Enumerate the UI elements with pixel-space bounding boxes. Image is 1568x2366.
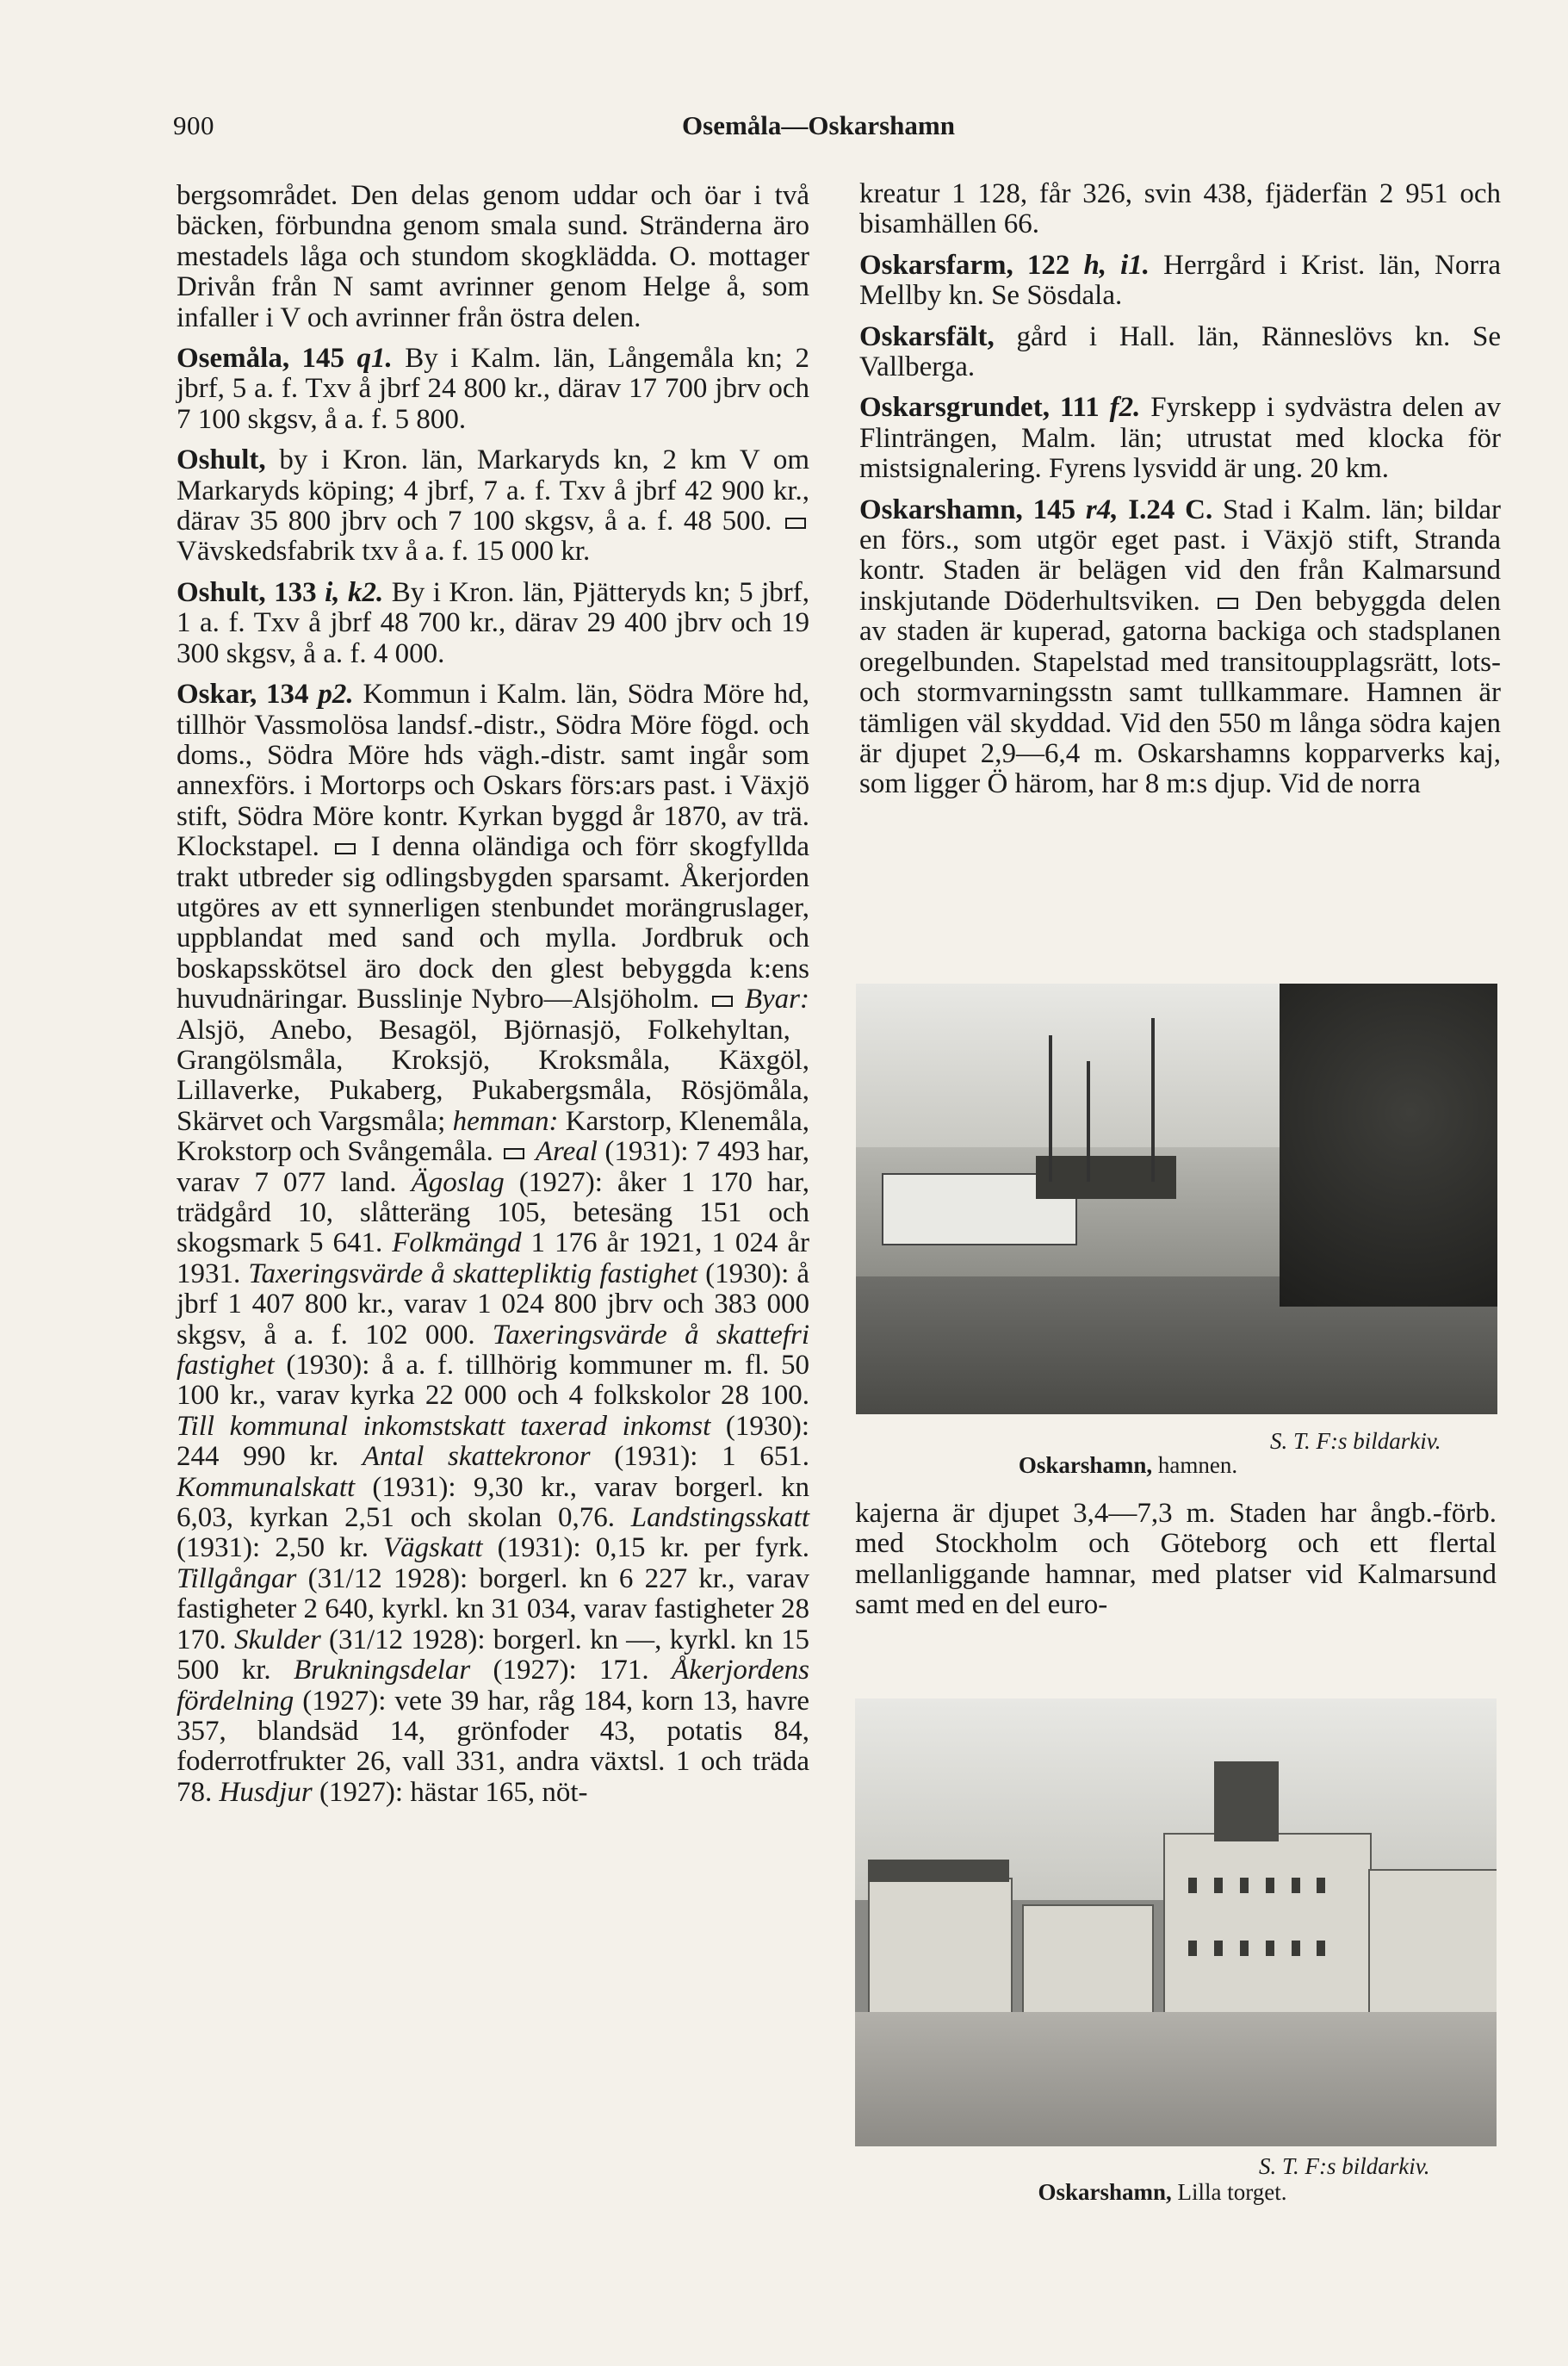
label-landstingsskatt: Landstingsskatt: [630, 1502, 809, 1534]
text-husdjur: (1927): hästar 165, nöt-: [312, 1776, 588, 1808]
label-tax2: Taxeringsvärde å skattefri fastighet: [177, 1319, 809, 1382]
headword: Oskarsfarm, 122: [859, 249, 1084, 281]
text-areal: (1931): 7 493 har, varav 7 077 land.: [177, 1136, 810, 1198]
map-ref-2: I.24 C.: [1118, 494, 1213, 525]
entry-body: Den bebyggda delen av staden är kuperad, gatorna backiga och stadsplanen oregelbunden. Stapelstad med transitoupplagsrätt, lots- och stormvarningsstn samt tullkammare. Hamnen är tämligen väl skyddad. Vid den 550 m långa södra kajen är djupet 2,9—6,4 m. Oskarshamns kopparverks kaj, som ligger Ö härom, har 8 m:s djup. Vid de norra: [859, 585, 1501, 800]
map-ref: r4,: [1085, 494, 1119, 525]
right-column-middle: [855, 1499, 1497, 1631]
headword: Osemåla, 145: [177, 343, 357, 375]
text-brukningsdelar: (1927): 171.: [470, 1655, 649, 1686]
photo-building: [1163, 1833, 1372, 2024]
caption-bold: Oskarshamn,: [1018, 1452, 1153, 1478]
text-akerjord: (1927): vete 39 har, råg 184, korn 13, havre 357, blandsäd 14, grönfoder 43, potatis 84, foderrotfrukter 26, vall 331, andra växtsl. 1 och träda 78.: [177, 1685, 809, 1808]
photo-roof: [868, 1860, 1009, 1882]
label-tillgangar: Tillgångar: [177, 1562, 297, 1594]
photo-window: [1266, 1941, 1274, 1956]
text-landstingsskatt: (1931): 2,50 kr.: [177, 1532, 369, 1564]
text-kom: (1930): 244 990 kr.: [177, 1410, 809, 1473]
label-antal: Antal skattekronor: [362, 1441, 591, 1473]
text-tax2: (1930): å a. f. tillhörig kommuner m. fl. 50 100 kr., varav kyrka 22 000 och 4 folkskolor 28 100.: [177, 1350, 809, 1412]
label-vagskatt: Vägskatt: [383, 1532, 483, 1564]
section-separator-icon: [712, 996, 733, 1007]
label-hemman: hemman:: [452, 1105, 559, 1137]
entry-body: By i Kalm. län, Långemåla kn; 2 jbrf, 5 a. f. Txv å jbrf 24 800 kr., därav 17 700 jbrv och 7 100 skgsv, å a. f. 5 800.: [177, 343, 809, 435]
map-ref: i, k2.: [325, 576, 384, 608]
photo-window: [1317, 1878, 1325, 1893]
photo-window: [1240, 1941, 1249, 1956]
entry-body: By i Kron. län, Pjätteryds kn; 5 jbrf, 1 a. f. Txv å jbrf 48 700 kr., därav 29 400 jbrv och 19 300 skgsv, å a. f. 4 000.: [177, 576, 809, 669]
label-folkmangd: Folkmängd: [392, 1227, 522, 1259]
left-column: [177, 181, 809, 1818]
headword: Oskarsgrundet, 111: [859, 392, 1110, 424]
photo-mast: [1049, 1035, 1052, 1182]
entry-oskarsfalt: [859, 322, 1501, 383]
running-head: Osemåla—Oskarshamn: [682, 110, 955, 140]
label-kom: Till kommunal inkomstskatt taxerad inkomst: [177, 1410, 711, 1442]
photo-window: [1266, 1878, 1274, 1893]
label-brukningsdelar: Brukningsdelar: [293, 1655, 471, 1686]
label-byar: Byar:: [744, 984, 810, 1015]
caption-bold: Oskarshamn,: [1038, 2179, 1172, 2205]
label-tax1: Taxeringsvärde å skattepliktig fastighet: [248, 1258, 698, 1289]
label-areal: Areal: [535, 1136, 598, 1168]
entry-body: Stad i Kalm. län; bildar en förs., som utgör eget past. i Växjö stift, Stranda kontr. Staden är belägen vid den från Kalmarsund inskjutande Döderhultsviken.: [859, 494, 1501, 617]
label-husdjur: Husdjur: [219, 1776, 313, 1808]
harbor-photo: [856, 984, 1497, 1414]
entry-body: Herrgård i Krist. län, Norra Mellby kn. Se Sösdala.: [859, 249, 1501, 312]
photo-caption: [947, 1452, 1309, 1479]
text-kommunalskatt: (1931): 9,30 kr., varav borgerl. kn 6,03, kyrkan 2,51 och skolan 0,76.: [177, 1471, 809, 1534]
section-separator-icon: [504, 1148, 524, 1159]
map-ref: p2.: [318, 679, 354, 711]
text-skulder: (31/12 1928): borgerl. kn —, kyrkl. kn 15 500 kr.: [177, 1624, 810, 1686]
photo-trees: [1280, 984, 1497, 1307]
right-column-top: [859, 179, 1501, 810]
label-kommunalskatt: Kommunalskatt: [177, 1471, 356, 1503]
photo-street: [855, 2012, 1497, 2146]
entry-body: Kommun i Kalm. län, Södra Möre hd, tillhör Vassmolösa landsf.-distr., Södra Möre fögd. och doms., Södra Möre hds vägh.-distr. samt ingår som annexförs. i Mortorps och Oskars förs:ars past. i Växjö stift, Södra Möre kontr. Kyrkan byggd år 1870, av trä. Klockstapel.: [177, 679, 810, 863]
entry-oshult-1: [177, 445, 809, 568]
text-tillgangar: (31/12 1928): borgerl. kn 6 227 kr., varav fastigheter 2 640, kyrkl. kn 31 034, varav fastigheter 28 170.: [177, 1562, 809, 1655]
text-byar: Alsjö, Anebo, Besagöl, Björnasjö, Folkehyltan, Grangölsmåla, Kroksjö, Kroksmåla, Käxgöl, Lillaverke, Pukaberg, Pukabergsmåla, Rösjömåla, Skärvet och Vargsmåla;: [177, 1014, 809, 1137]
entry-oskarshamn: [859, 495, 1501, 800]
photo-caption: [964, 2179, 1360, 2206]
text-folkmangd: 1 176 år 1921, 1 024 år 1931.: [177, 1227, 810, 1289]
caption-text: Lilla torget.: [1171, 2179, 1287, 2205]
text-vagskatt: (1931): 0,15 kr. per fyrk.: [482, 1532, 809, 1564]
label-agoslag: Ägoslag: [411, 1166, 505, 1198]
entry-oskarsfarm: [859, 251, 1501, 312]
photo-window: [1317, 1941, 1325, 1956]
photo-window: [1214, 1878, 1223, 1893]
headword: Oshult, 133: [177, 576, 325, 608]
headword: Oskarsfält,: [859, 320, 995, 352]
map-ref: q1.: [356, 343, 393, 375]
entry-oshult-2: [177, 578, 809, 669]
entry-oskarsgrundet: [859, 393, 1501, 484]
paragraph-continuation: bergsområdet. Den delas genom uddar och öar i två bäcken, förbundna genom smala sund. Stränderna äro mestadels låga och stundom skogklädda. O. mottager Drivån från N samt avrinner genom Helge å, som infaller i V och avrinner från östra delen.: [177, 180, 809, 333]
map-ref: f2.: [1109, 392, 1141, 424]
photo-mast: [1087, 1061, 1090, 1182]
photo-building: [1022, 1904, 1154, 2024]
caption-text: hamnen.: [1152, 1452, 1238, 1478]
headword: Oshult,: [177, 444, 266, 476]
photo-window: [1188, 1878, 1197, 1893]
photo-tower: [1214, 1761, 1279, 1842]
entry-oskar: [177, 680, 809, 1808]
square-photo: [855, 1698, 1497, 2146]
entry-body: I denna oländiga och förr skogfyllda trakt utbreder sig odlingsbygden sparsamt. Åkerjorden utgöres av ett synnerligen stenbundet morängruslager, uppblandat med sand och mylla. Jordbruk och boskapsskötsel äro dock den glest bebyggda k:ens huvudnäringar. Busslinje Nybro—Alsjöholm.: [177, 831, 809, 1015]
entry-osemala: [177, 344, 809, 435]
headword: Oskarshamn, 145: [859, 494, 1086, 525]
paragraph-continuation: kajerna är djupet 3,4—7,3 m. Staden har ångb.-förb. med Stockholm och Göteborg och ett flertal mellanliggande hamnar, med platser vid Kalmarsund samt med en del euro-: [855, 1498, 1497, 1621]
photo-window: [1188, 1941, 1197, 1956]
page-number: 900: [173, 110, 214, 140]
photo-window: [1214, 1941, 1223, 1956]
entry-body: by i Kron. län, Markaryds kn, 2 km V om Markaryds köping; 4 jbrf, 7 a. f. Txv å jbrf 42 900 kr., därav 35 800 jbrv och 7 100 skgsv, å a. f. 48 500.: [177, 444, 809, 537]
photo-building: [1368, 1869, 1497, 2025]
entry-body: Fyrskepp i sydvästra delen av Flinträngen, Malm. län; utrustat med klocka för mistsignalering. Fyrens lysvidd är ung. 20 km.: [859, 392, 1501, 485]
section-separator-icon: [1218, 598, 1238, 609]
text-hemman: Karstorp, Klenemåla, Krokstorp och Svångemåla.: [177, 1105, 809, 1168]
photo-mast: [1151, 1018, 1155, 1182]
text-antal: (1931): 1 651.: [590, 1441, 809, 1473]
section-separator-icon: [335, 843, 356, 854]
photo-credit: S. T. F:s bildarkiv.: [1259, 2153, 1430, 2179]
label-skulder: Skulder: [233, 1624, 321, 1655]
photo-credit: S. T. F:s bildarkiv.: [1270, 1428, 1441, 1454]
text-agoslag: (1927): åker 1 170 har, trädgård 10, slåtteräng 105, betesäng 151 och skogsmark 5 641.: [177, 1166, 810, 1259]
photo-window: [1240, 1878, 1249, 1893]
map-ref: h, i1.: [1083, 249, 1150, 281]
photo-window: [1292, 1878, 1300, 1893]
section-separator-icon: [785, 518, 806, 529]
photo-building: [868, 1878, 1013, 2024]
photo-window: [1292, 1941, 1300, 1956]
headword: Oskar, 134: [177, 679, 319, 711]
entry-body: Vävskedsfabrik txv å a. f. 15 000 kr.: [177, 536, 591, 568]
text-tax1: (1930): å jbrf 1 407 800 kr., varav 1 024 800 jbrv och 383 000 skgsv, å a. f. 102 000.: [177, 1258, 810, 1351]
photo-ship: [1036, 1156, 1177, 1199]
label-akerjord: Åkerjordens fördelning: [177, 1655, 810, 1717]
entry-body: gård i Hall. län, Ränneslövs kn. Se Vallberga.: [859, 320, 1501, 383]
paragraph-continuation: kreatur 1 128, får 326, svin 438, fjäderfän 2 951 och bisamhällen 66.: [859, 178, 1501, 240]
